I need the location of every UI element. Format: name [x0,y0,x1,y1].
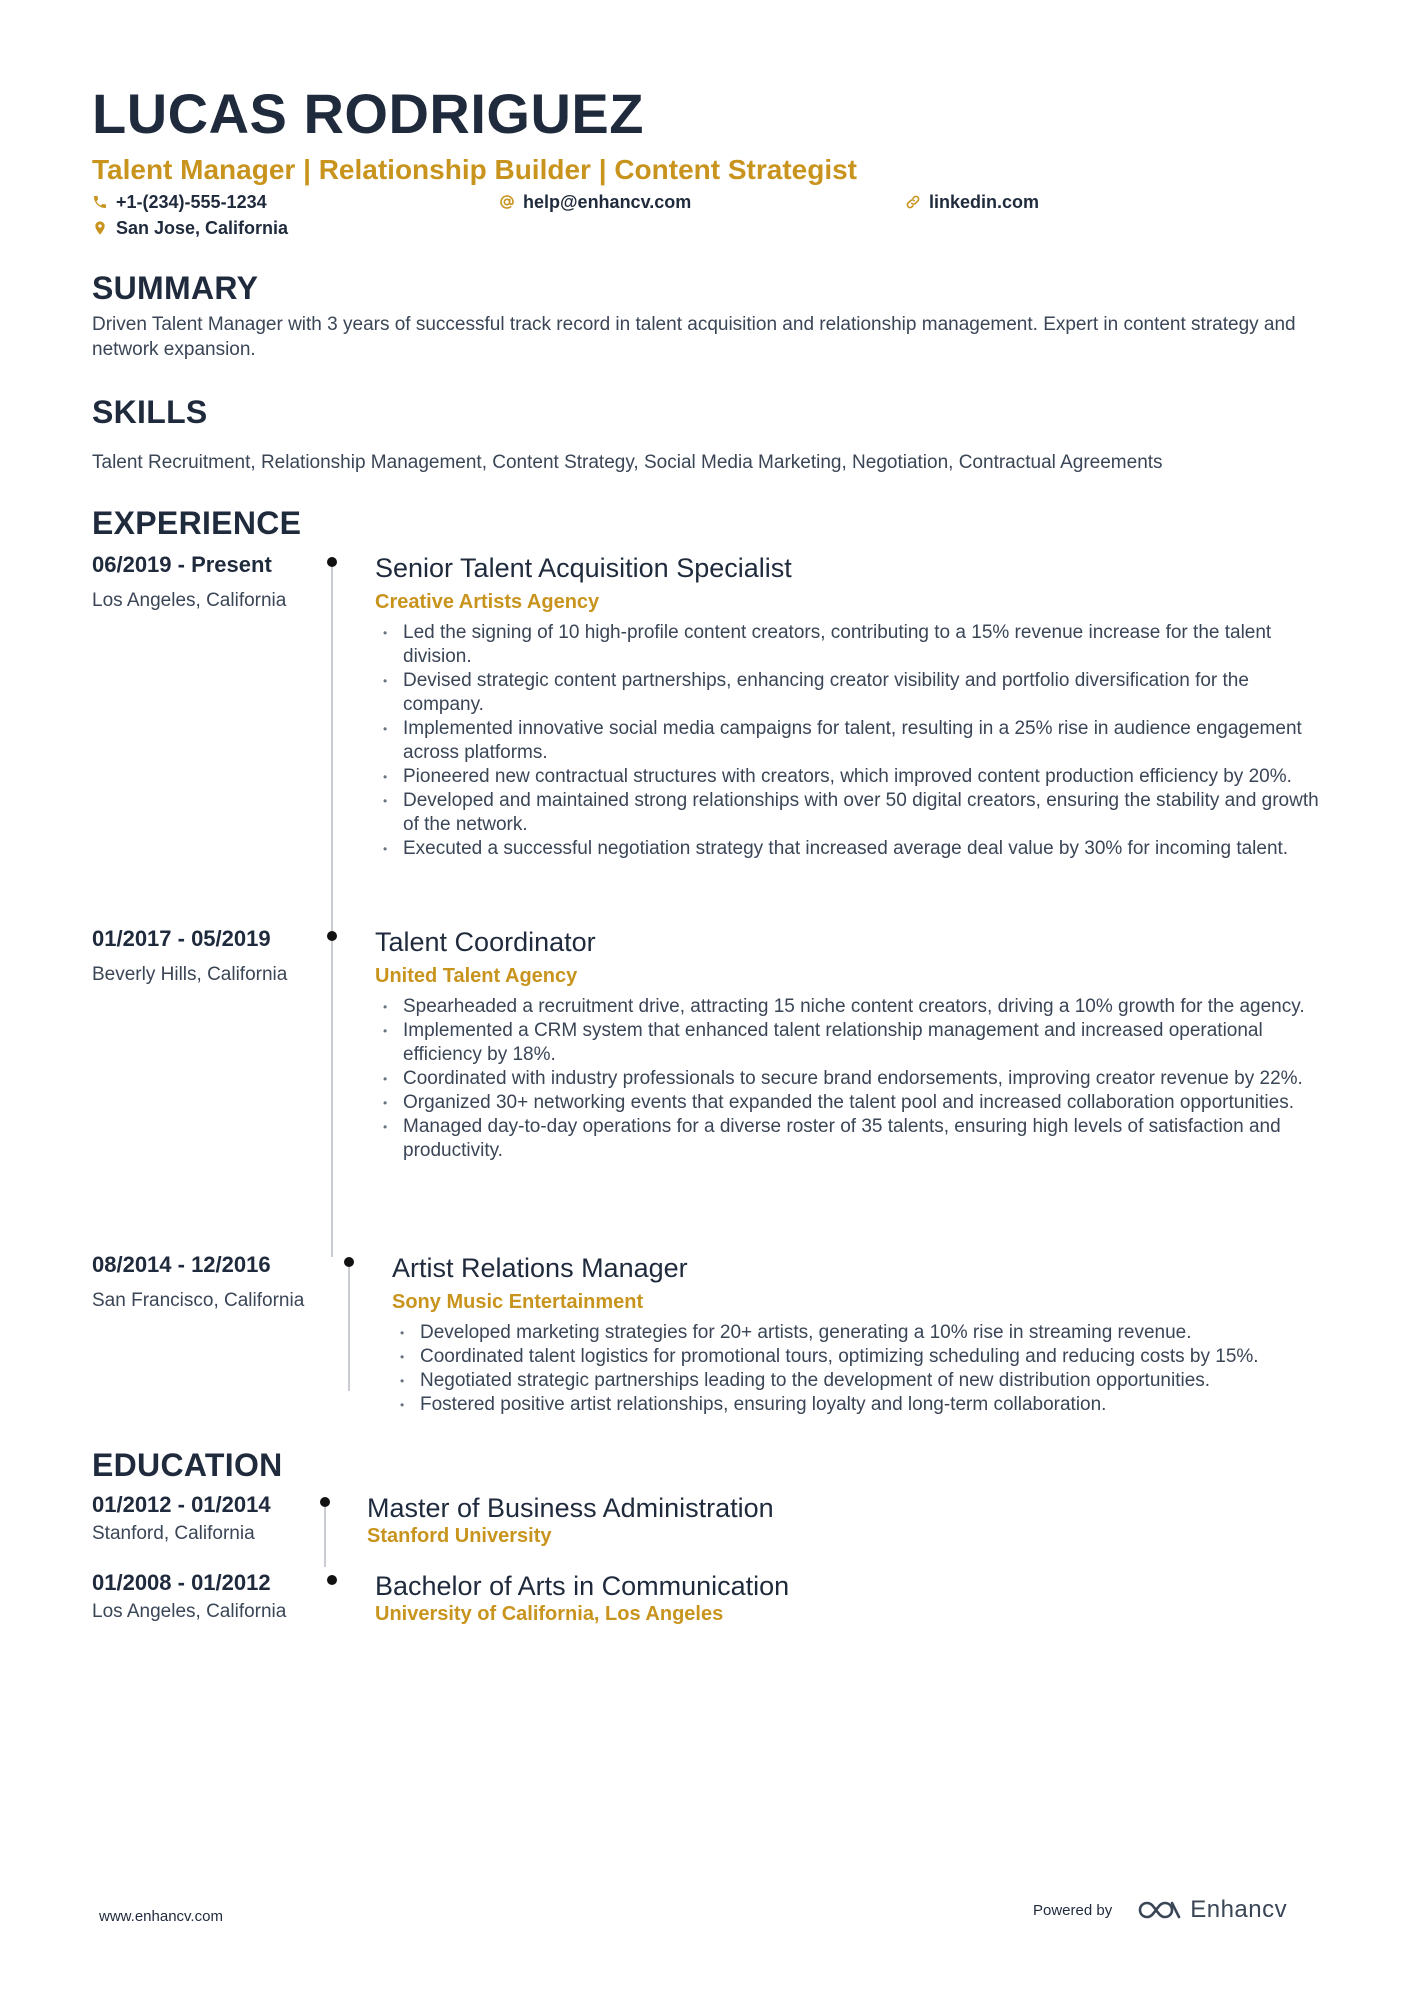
contact-linkedin[interactable] [905,190,1039,214]
footer-website[interactable]: www.enhancv.com [99,1908,223,1925]
enhancv-logo[interactable] [1136,1896,1287,1924]
candidate-name: LUCAS RODRIGUEZ [92,82,644,145]
experience-dates: 06/2019 - Present [92,552,272,577]
phone-icon [92,194,108,210]
bullet-item: • Coordinated talent logistics for promotional tours, optimizing scheduling and reducing costs by 15%. [392,1345,1342,1369]
location-pin-icon [92,220,108,236]
bullet-item: • Managed day-to-day operations for a diverse roster of 35 talents, ensuring high levels of satisfaction and productivity. [375,1115,1325,1163]
bullet-item: • Pioneered new contractual structures with creators, which improved content production efficiency by 20%. [375,765,1325,789]
bullet-item: • Organized 30+ networking events that expanded the talent pool and increased collaboration opportunities. [375,1091,1325,1115]
experience-location: San Francisco, California [92,1290,305,1311]
at-sign-icon [499,194,515,210]
timeline-marker [331,1575,333,1587]
education-entry [92,1491,1332,1569]
linkedin-text: linkedin.com [929,192,1040,212]
timeline-marker [324,1497,326,1567]
location-text: San Jose, California [116,218,289,238]
email-text: help@enhancv.com [523,192,692,212]
bullet-item: • Implemented a CRM system that enhanced talent relationship management and increased operational efficiency by 18%. [375,1019,1325,1067]
contact-location [92,216,288,240]
footer-branding [1033,1896,1287,1924]
summary-text: Driven Talent Manager with 3 years of successful track record in talent acquisition and relationship management. Expert in content strategy and network expansion. [92,314,1296,360]
bullet-item: • Led the signing of 10 high-profile content creators, contributing to a 15% revenue increase for the talent division. [375,621,1325,669]
resume-page [92,82,1332,1647]
education-location: Los Angeles, California [92,1601,287,1622]
contact-info [92,190,1332,246]
timeline-marker [331,931,333,1257]
experience-company: Sony Music Entertainment [392,1291,644,1313]
experience-role: Talent Coordinator [375,927,596,957]
experience-bullets [375,995,1325,1163]
education-location: Stanford, California [92,1523,255,1544]
experience-company: United Talent Agency [375,965,578,987]
summary-heading: SUMMARY [92,270,259,306]
education-entry [92,1569,1332,1647]
experience-bullets [375,621,1325,861]
bullet-item: • Developed and maintained strong relationships with over 50 digital creators, ensuring the stability and growth of the network. [375,789,1325,837]
experience-company: Creative Artists Agency [375,591,600,613]
timeline-marker [331,557,333,931]
experience-heading: EXPERIENCE [92,505,302,541]
bullet-item: • Coordinated with industry professionals to secure brand endorsements, improving creator revenue by 22%. [375,1067,1325,1091]
experience-role: Senior Talent Acquisition Specialist [375,553,792,583]
education-dates: 01/2012 - 01/2014 [92,1492,271,1517]
skills-text: Talent Recruitment, Relationship Management, Content Strategy, Social Media Marketing, Negotiation, Contractual Agreements [92,452,1163,473]
education-dates: 01/2008 - 01/2012 [92,1570,271,1595]
experience-location: Beverly Hills, California [92,964,288,985]
bullet-item: • Developed marketing strategies for 20+ artists, generating a 10% rise in streaming revenue. [392,1321,1342,1345]
candidate-tagline: Talent Manager | Relationship Builder | Content Strategist [92,154,858,185]
bullet-item: • Negotiated strategic partnerships leading to the development of new distribution opportunities. [392,1369,1342,1393]
brand-name: Enhancv [1190,1896,1288,1923]
link-icon [905,194,921,210]
experience-dates: 01/2017 - 05/2019 [92,926,271,951]
education-degree: Bachelor of Arts in Communication [375,1571,790,1601]
bullet-item: • Spearheaded a recruitment drive, attracting 15 niche content creators, driving a 10% growth for the agency. [375,995,1325,1019]
experience-bullets [392,1321,1342,1417]
skills-heading: SKILLS [92,394,208,430]
bullet-item: • Executed a successful negotiation strategy that increased average deal value by 30% for incoming talent. [375,837,1325,861]
experience-dates: 08/2014 - 12/2016 [92,1252,271,1277]
contact-phone[interactable] [92,190,267,214]
education-school: Stanford University [367,1525,552,1547]
experience-location: Los Angeles, California [92,590,287,611]
experience-entry [92,925,1332,1251]
enhancv-logo-icon [1136,1898,1182,1922]
bullet-item: • Devised strategic content partnerships, enhancing creator visibility and portfolio diversification for the company. [375,669,1325,717]
education-heading: EDUCATION [92,1447,283,1483]
experience-entry [92,551,1332,925]
experience-entry [92,1251,1332,1447]
powered-by-label: Powered by [1033,1901,1113,1919]
bullet-item: • Fostered positive artist relationships, ensuring loyalty and long-term collaboration. [392,1393,1342,1417]
bullet-item: • Implemented innovative social media campaigns for talent, resulting in a 25% rise in audience engagement across platforms. [375,717,1325,765]
contact-email[interactable] [499,190,691,214]
phone-text: +1-(234)-555-1234 [116,192,267,212]
education-school: University of California, Los Angeles [375,1603,724,1625]
timeline-marker [348,1257,350,1391]
education-degree: Master of Business Administration [367,1493,774,1523]
experience-role: Artist Relations Manager [392,1253,688,1283]
